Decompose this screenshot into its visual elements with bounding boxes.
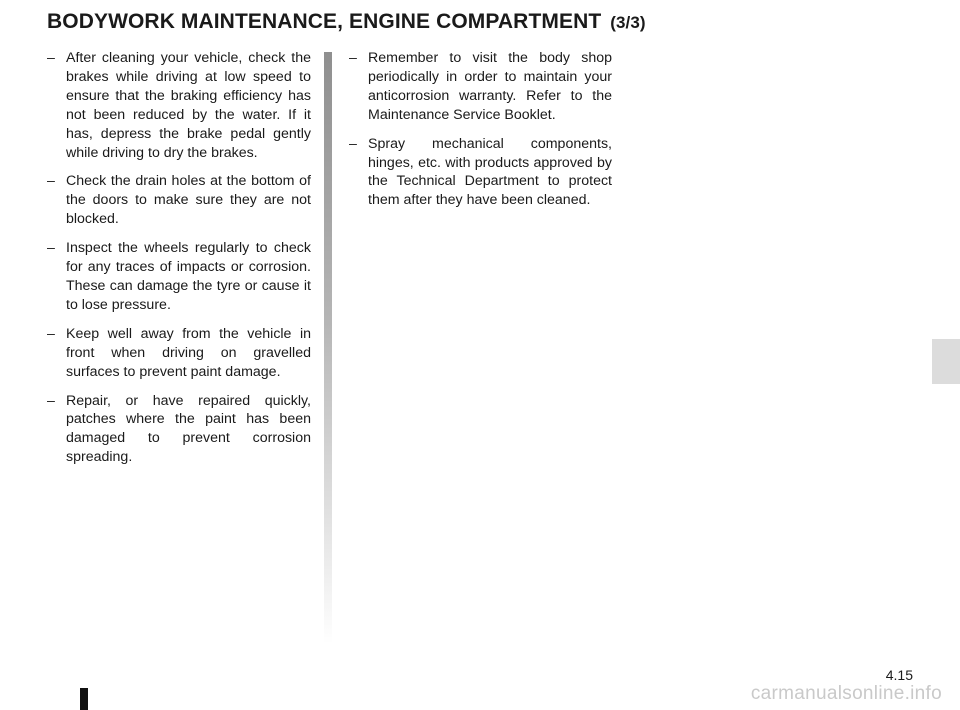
- bullet-dash: –: [47, 392, 55, 409]
- bullet-dash: –: [349, 50, 357, 66]
- list-item: [47, 325, 311, 382]
- list-item: [47, 392, 311, 468]
- page-title: [47, 10, 646, 34]
- list-item-text: After cleaning your vehicle, check the brakes while driving at low speed to ensure that the braking efficiency has not been reduced by the water. If it has, depress the brake pedal gently while driving to dry the brakes.: [66, 50, 311, 161]
- corner-crop-mark: [80, 688, 88, 710]
- bullet-dash: –: [47, 325, 55, 342]
- list-item: [47, 49, 311, 162]
- watermark: carmanualsonline.info: [750, 683, 942, 704]
- bullet-dash: –: [47, 50, 55, 66]
- list-item-text: Spray mechanical components, hinges, etc. with products approved by the Technical Department to protect them after they have been cleaned.: [368, 135, 612, 209]
- page-title-text: BODYWORK MAINTENANCE, ENGINE COMPARTMENT: [47, 10, 602, 33]
- list-item: [349, 49, 612, 125]
- list-item-text: Inspect the wheels regularly to check for any traces of impacts or corrosion. These can damage the tyre or cause it to lose pressure.: [66, 240, 311, 313]
- left-column: [47, 49, 311, 477]
- list-item-text: Remember to visit the body shop periodically in order to maintain your anticorrosion warranty. Refer to the Maintenance Service Booklet.: [368, 50, 612, 123]
- list-item: [47, 239, 311, 315]
- right-column: [349, 49, 612, 220]
- list-item: [47, 172, 311, 229]
- bullet-dash: –: [349, 135, 357, 152]
- bullet-dash: –: [47, 173, 55, 190]
- list-item-text: Repair, or have repaired quickly, patches where the paint has been damaged to prevent corrosion spreading.: [66, 392, 311, 466]
- page-number: 4.15: [885, 667, 913, 683]
- section-side-tab: [932, 339, 960, 384]
- list-item: [349, 135, 612, 211]
- page-part-indicator: (3/3): [610, 13, 646, 32]
- list-item-text: Keep well away from the vehicle in front when driving on gravelled surfaces to prevent paint damage.: [66, 325, 311, 380]
- list-item-text: Check the drain holes at the bottom of the doors to make sure they are not blocked.: [66, 173, 311, 228]
- column-divider: [324, 52, 332, 644]
- bullet-dash: –: [47, 240, 55, 257]
